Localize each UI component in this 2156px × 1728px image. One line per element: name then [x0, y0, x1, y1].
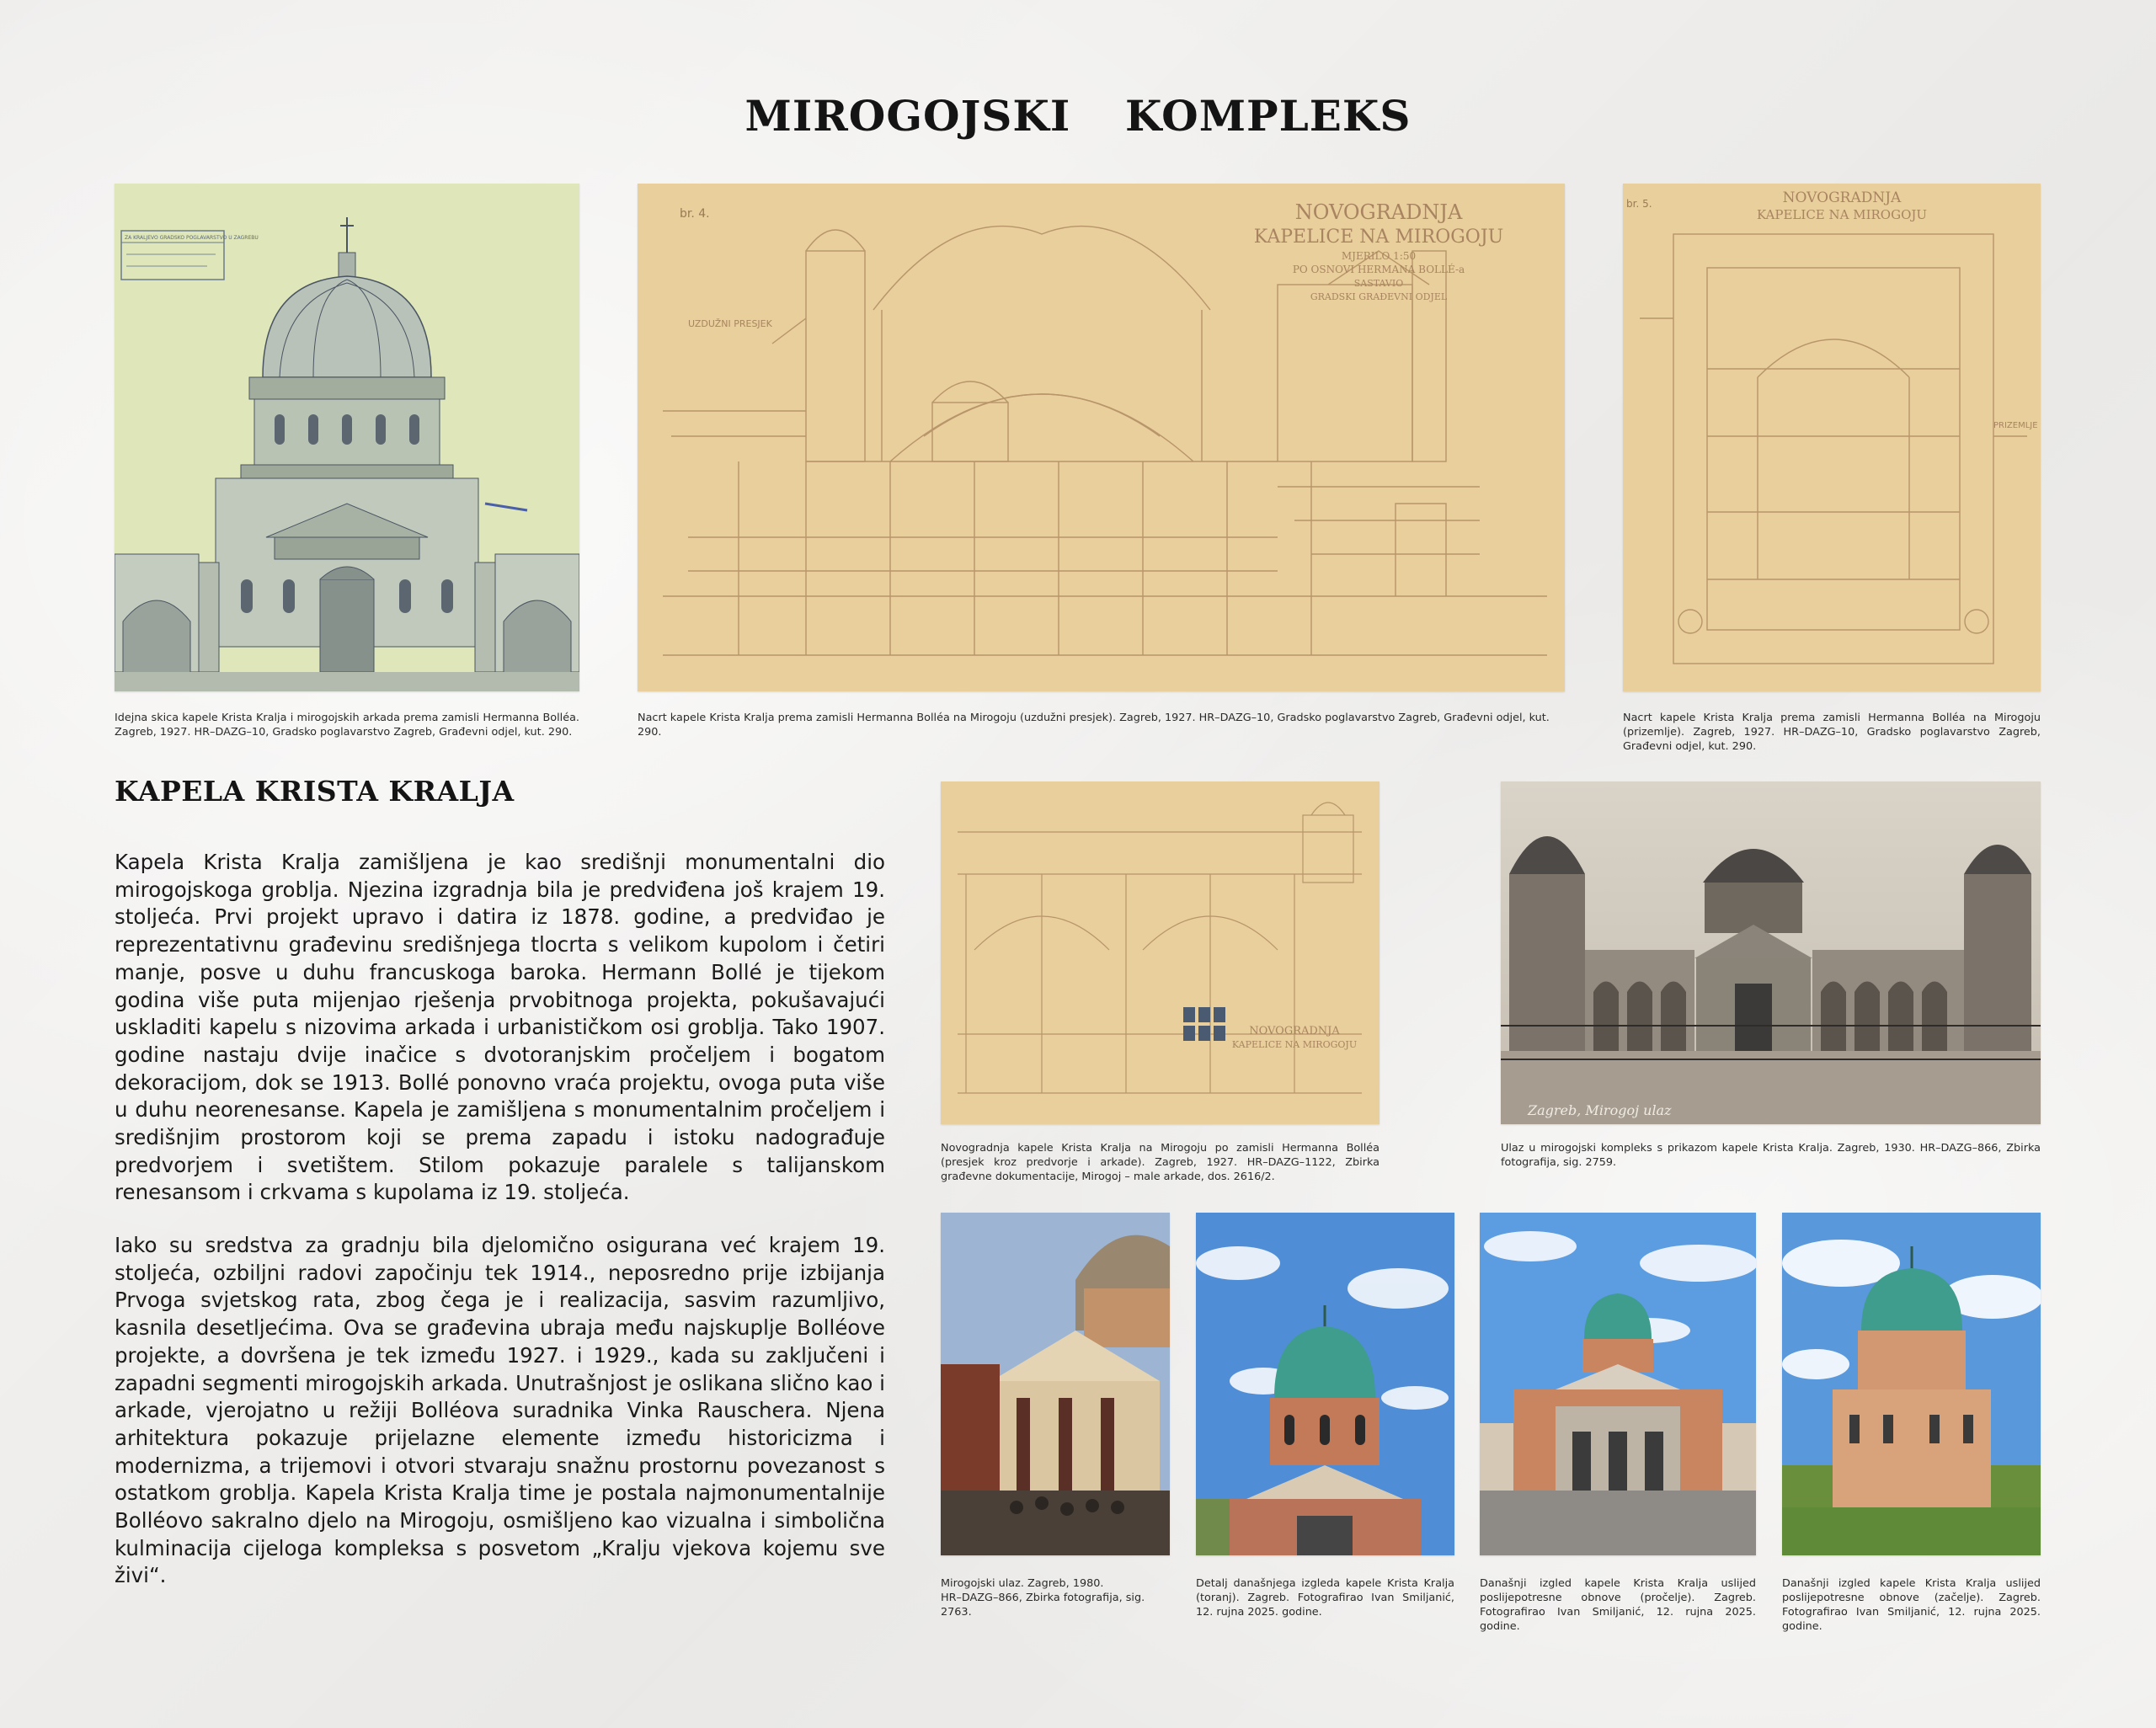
- drawing-title-line: KAPELICE NA MIROGOJU: [1756, 207, 1928, 222]
- page-title: MIROGOJSKI KOMPLEKS: [744, 91, 1412, 141]
- figure-caption: Današnji izgled kapele Krista Kralja uslijed poslijepotresne obnove (začelje). Zagreb. Fotografirao Ivan Smiljanić, 12. rujna 2025. godine.: [1782, 1577, 2041, 1633]
- figure-caption: Nacrt kapele Krista Kralja prema zamisli Hermanna Bolléa na Mirogoju (uzdužni presjek). Zagreb, 1927. HR–DAZG–10, Gradsko poglavarstvo Zagreb, Građevni odjel, kut. 290.: [638, 712, 1550, 739]
- figure-caption: Nacrt kapele Krista Kralja prema zamisli Hermanna Bolléa na Mirogoju (prizemlje). Zagreb, 1927. HR–DAZG–10, Gradsko poglavarstvo Zagreb, Građevni odjel, kut. 290.: [1623, 712, 2041, 753]
- drawing-title: NOVOGRADNJA: [1249, 1025, 1340, 1037]
- facade-photo: [1480, 1213, 1756, 1555]
- rear-view-photo: [1782, 1213, 2041, 1555]
- drawing-title: NOVOGRADNJA: [1782, 189, 1902, 206]
- section-title: KAPELA KRISTA KRALJA: [115, 775, 515, 808]
- drawing-title-line: KAPELICE NA MIROGOJU: [1253, 227, 1504, 248]
- figure-caption: Mirogojski ulaz. Zagreb, 1980. HR–DAZG–866, Zbirka fotografija, sig. 2763.: [941, 1577, 1145, 1619]
- postcard-photo: [1501, 781, 2041, 1124]
- body-paragraph: Iako su sredstva za gradnju bila djelomično osigurana već krajem 19. stoljeća, ozbiljni radovi započinju tek 1914., neposredno prije izbijanja Prvoga svjetskog rata, zbog čega je i realizacija, sasvim razumljivo, kasnila desetljećima. Ova se građevina ubraja među najskuplje Bolléove projekte, a dovršena je tek između 1927. i 1929., kada su zaključeni i zapadni segmenti mirogojskih arkada. Unutrašnjost je oslikana slično kao i arkade, vjerojatno u režiji Bolléova suradnika Vinka Rauschera. Njena arhitektura pokazuje prijelazne elemente između historicizma i modernizma, a trijemovi i otvori stvaraju snažnu prostornu povezanost s ostatkom groblja. Kapela Krista Kralja time je postala najmonumentalnije Bolléovo sakralno djelo na Mirogoju, osmišljeno kao vizualna i simbolična kulminacija cijeloga kompleksa s posvetom „Kralju vjekova kojemu sve živi“.: [115, 1233, 885, 1588]
- section-drawing-image: [638, 184, 1565, 691]
- figure-caption: Današnji izgled kapele Krista Kralja uslijed poslijepotresne obnove (pročelje). Zagreb. Fotografirao Ivan Smiljanić, 12. rujna 2025. godine.: [1480, 1577, 1756, 1633]
- vestibule-section-image: [941, 781, 1380, 1124]
- drawing-title-line: KAPELICE NA MIROGOJU: [1231, 1039, 1358, 1050]
- tower-detail-photo: [1196, 1213, 1454, 1555]
- postcard-caption: Zagreb, Mirogoj ulaz: [1528, 1102, 1672, 1118]
- figure-caption: Detalj današnjega izgleda kapele Krista Kralja (toranj). Zagreb. Fotografirao Ivan Smiljanić, 12. rujna 2025. godine.: [1196, 1577, 1454, 1619]
- figure-caption: Ulaz u mirogojski kompleks s prikazom kapele Krista Kralja. Zagreb, 1930. HR–DAZG–866, Zbirka fotografija, sig. 2759.: [1501, 1142, 2041, 1169]
- drawing-compiled: SASTAVIO: [1353, 278, 1404, 289]
- ground-plan-image: [1623, 184, 2041, 691]
- body-paragraph: Kapela Krista Kralja zamišljena je kao središnji monumentalni dio mirogojskoga groblja. Njezina izgradnja bila je predviđena još krajem 19. stoljeća. Prvi projekt upravo i datira iz 1878. godine, a predviđao je reprezentativnu građevinu središnjega tlocrta s velikom kupolom i četiri manje, posve u duhu francuskoga baroka. Hermann Bollé je tijekom godina više puta mijenjao rješenja prvobitnoga projekta, pokušavajući uskladiti kapelu s nizovima arkada i urbanističkom osi groblja. Tako 1907. godine nastaju dvije inačice s dvotoranjskim pročeljem i bogatom dekoracijom, dok se 1913. Bollé ponovno vraća projektu, ovoga puta više u duhu neorenesanse. Kapela je zamišljena s monumentalnim pročeljem i središnjim prostorom koji se prema zapadu i istoku nadograđuje predvorjem i svetištem. Stilom pokazuje paralele s talijanskom renesansom i crkvama s kupolama iz 19. stoljeća.: [115, 850, 885, 1205]
- drawing-scale: MJERILO 1:50: [1341, 250, 1417, 262]
- figure-caption: Idejna skica kapele Krista Kralja i mirogojskih arkada prema zamisli Hermanna Bolléa. Zagreb, 1927. HR–DAZG–10, Gradsko poglavarstvo Zagreb, Građevni odjel, kut. 290.: [115, 712, 579, 739]
- drawing-section-label: UZDUŽNI PRESJEK: [688, 318, 772, 329]
- drawing-title: NOVOGRADNJA: [1294, 200, 1463, 224]
- drawing-side-label: PRIZEMLJE: [1993, 421, 2038, 430]
- drawing-author: PO OSNOVI HERMANA BOLLÉ-a: [1292, 264, 1465, 275]
- entrance-1980-photo: [941, 1213, 1170, 1555]
- drawing-number: br. 4.: [680, 207, 710, 221]
- drawing-office: GRADSKI GRAĐEVNI ODJEL: [1310, 291, 1448, 302]
- sketch-image: [115, 184, 579, 691]
- drawing-number: br. 5.: [1626, 198, 1652, 210]
- figure-caption: Novogradnja kapele Krista Kralja na Mirogoju po zamisli Hermanna Bolléa (presjek kroz predvorje i arkade). Zagreb, 1927. HR–DAZG–1122, Zbirka građevne dokumentacije, Mirogoj – male arkade, dos. 2616/2.: [941, 1142, 1380, 1183]
- stamp-text: ZA KRALJEVO GRADSKO POGLAVARSTVO U ZAGREBU: [125, 235, 259, 241]
